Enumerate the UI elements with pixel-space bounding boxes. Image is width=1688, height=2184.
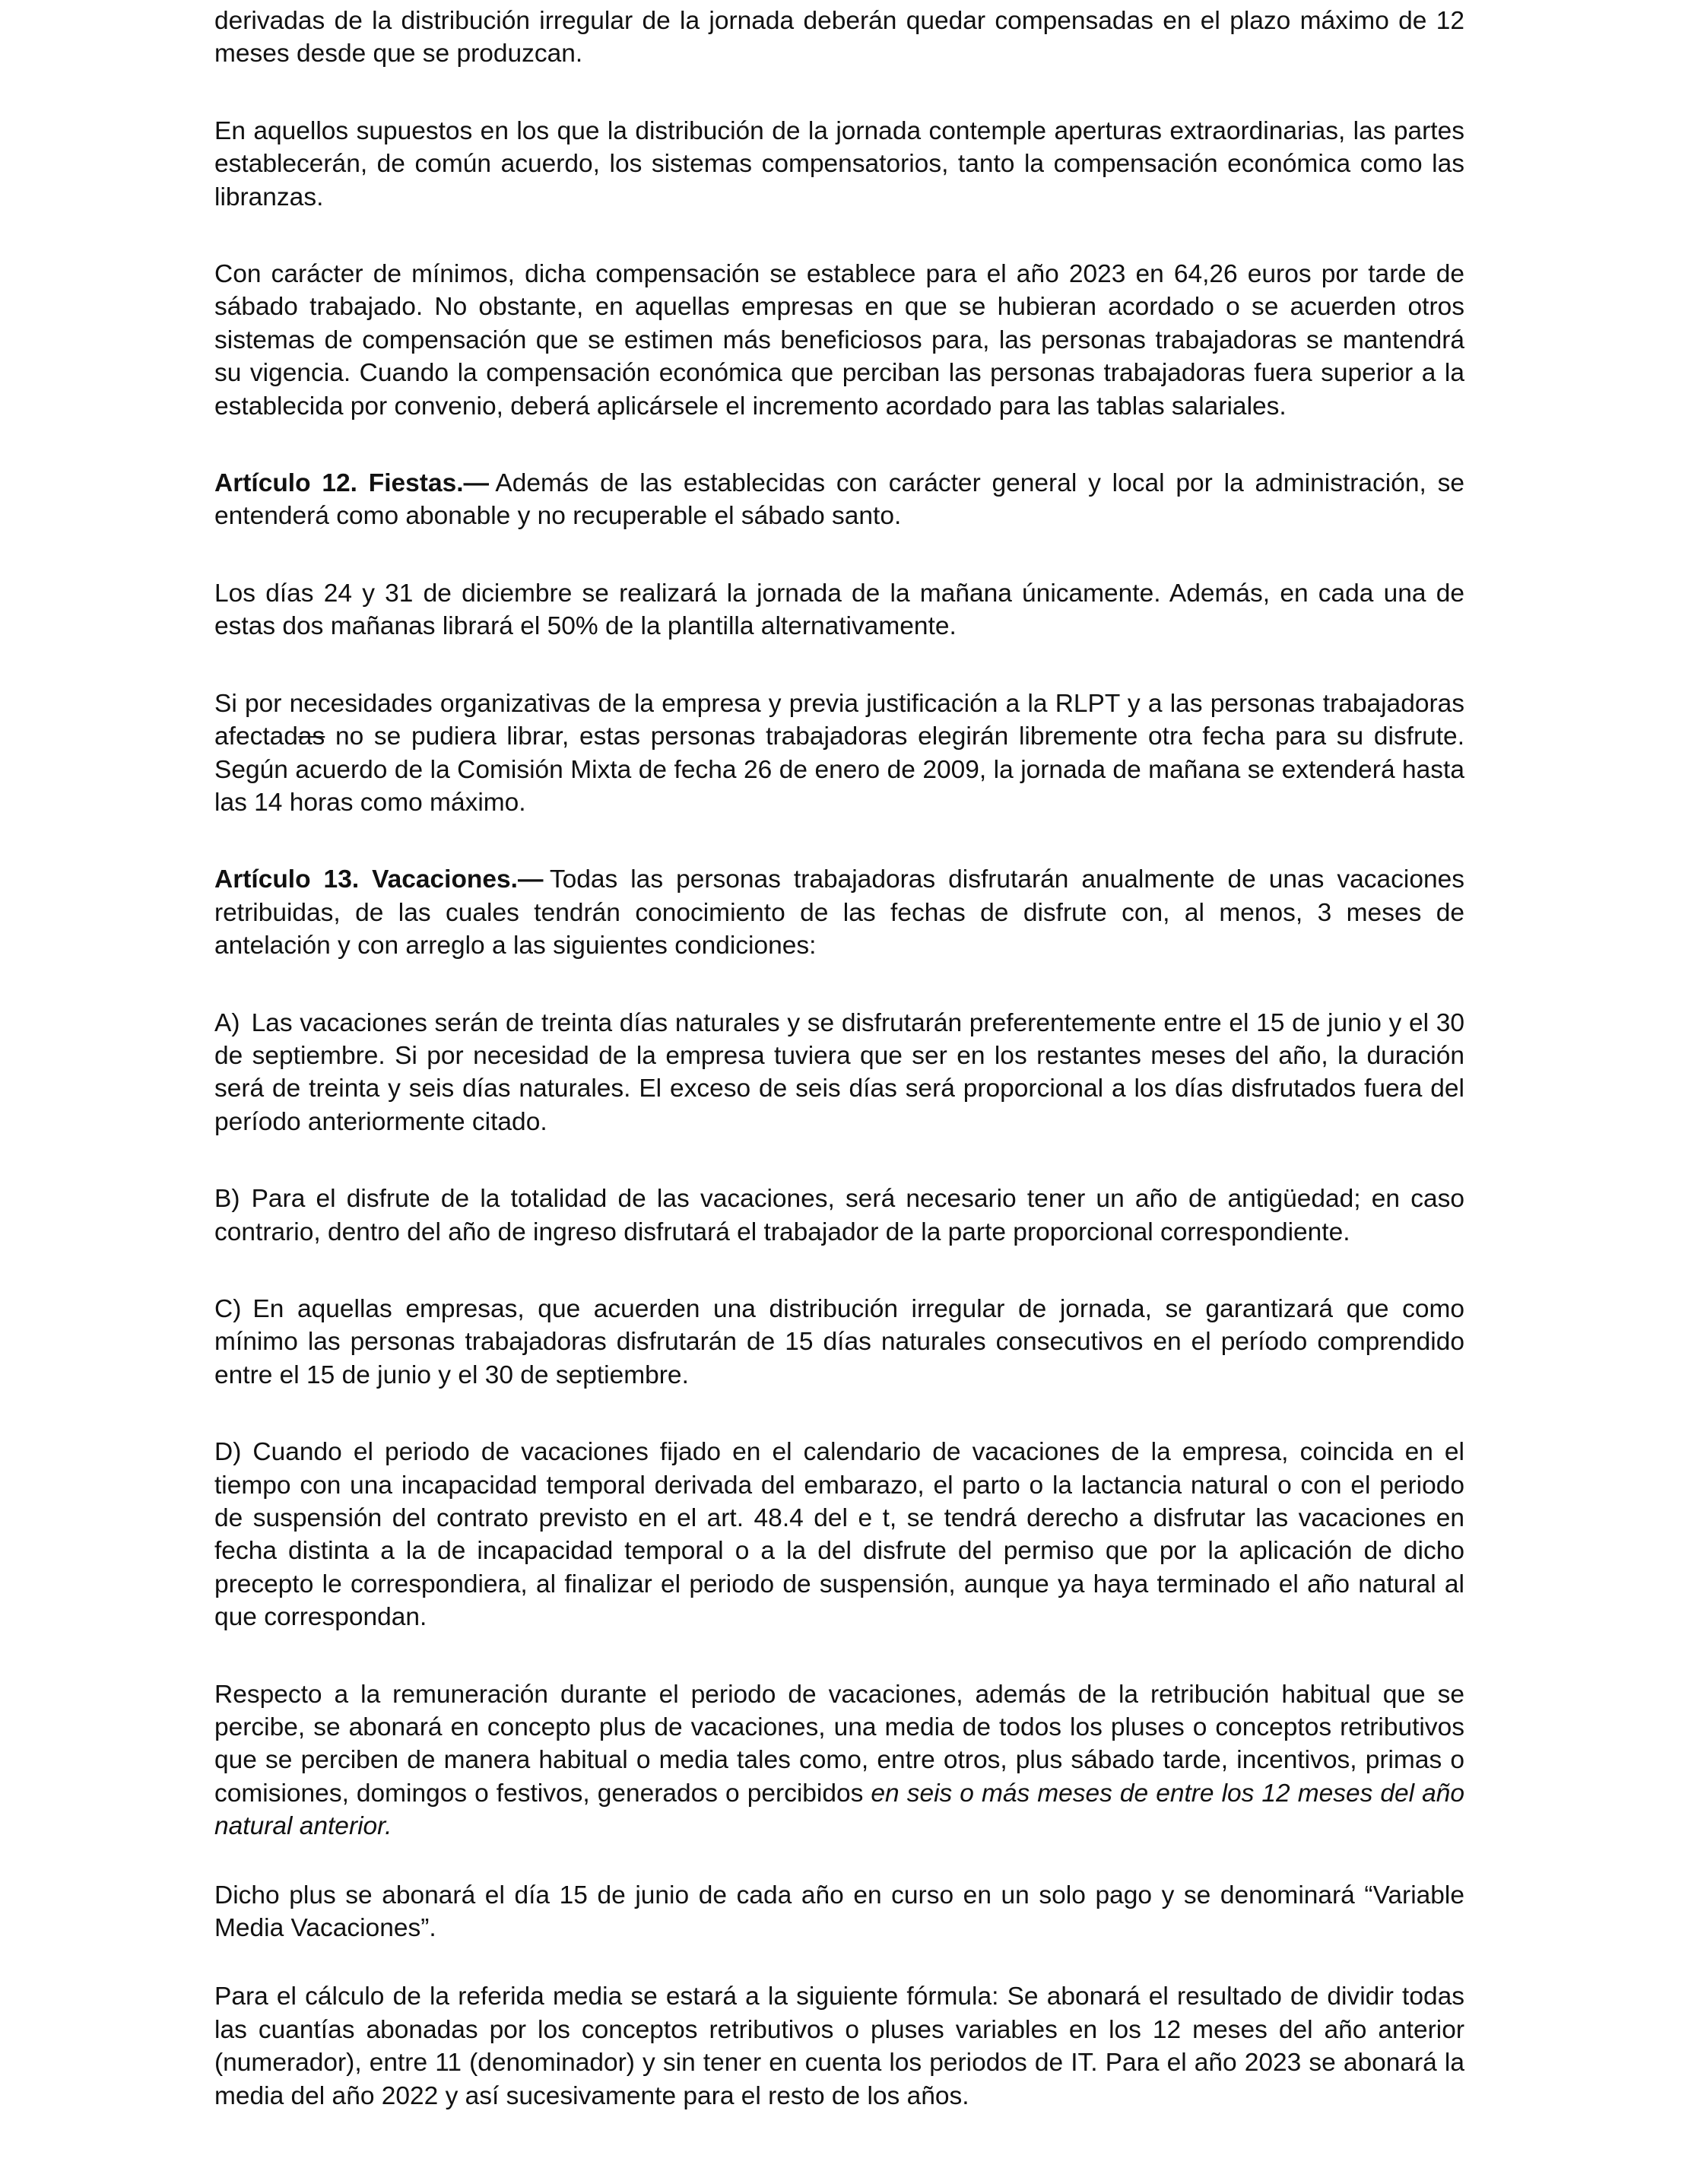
condition-c-text: En aquellas empresas, que acuerden una distribución irregular de jornada, se garantizará que como mínimo las personas trabajadoras disfrutarán de 15 días naturales consecutivos en el período comprendido entre el 15 de junio y el 30 de septiembre. xyxy=(214,1294,1464,1389)
condition-b-label: B) xyxy=(214,1185,240,1214)
remuneration-italic-text: en seis o más meses de entre los 12 meses del año natural anterior. xyxy=(214,1779,1465,1841)
condition-d-text: Cuando el periodo de vacaciones fijado en el calendario de vacaciones de la empresa, coincida en el tiempo con una incapacidad temporal derivada del embarazo, el parto o la lactancia natural o con el periodo de suspensión del contrato previsto en el art. 48.4 del e t, se tendrá derecho a disfrutar las vacaciones en fecha distinta a la de incapacidad temporal o a la del disfrute del permiso que por la aplicación de dicho precepto le correspondiera, al finalizar el periodo de suspensión, aunque ya haya terminado el año natural al que correspondan. xyxy=(214,1438,1464,1632)
article-13-title: Artículo 13. Vacaciones.— xyxy=(214,865,544,894)
organizational-needs-text-a: Si por necesidades organizativas de la empresa y previa justificación a la RLPT y a las personas trabajadoras afectad xyxy=(214,689,1464,751)
condition-a-text: Las vacaciones serán de treinta días naturales y se disfrutarán preferentemente entre el 15 de junio y el 30 de septiembre. Si por necesidad de la empresa tuviera que ser en los restantes meses del año, la duración será de treinta y seis días naturales. El exceso de seis días será proporcional a los días disfrutados fuera del período anteriormente citado. xyxy=(214,1008,1464,1136)
condition-b-text: Para el disfrute de la totalidad de las vacaciones, será necesario tener un año de antigüedad; en caso contrario, dentro del año de ingreso disfrutará el trabajador de la parte proporcional correspondiente. xyxy=(214,1185,1464,1246)
condition-d-label: D) xyxy=(214,1438,242,1467)
paragraph-calculation-formula: Para el cálculo de la referida media se estará a la siguiente fórmula: Se abonará el resultado de dividir todas las cuantías abonadas por los conceptos retributivos o pluses variables en los 12 meses del año anterior (numerador), entre 11 (denominador) y sin tener en cuenta los periodos de IT. Para el año 2023 se abonará la media del año 2022 y así sucesivamente para el resto de los años. xyxy=(214,1982,1464,2110)
article-12-text: Además de las establecidas con carácter general y local por la administración, se entenderá como abonable y no recuperable el sábado santo. xyxy=(214,469,1464,531)
document-page xyxy=(214,5,1464,2157)
article-13-paragraph xyxy=(214,863,1464,962)
condition-c xyxy=(214,1293,1464,1392)
condition-c-label: C) xyxy=(214,1294,242,1323)
remuneration-text: Respecto a la remuneración durante el periodo de vacaciones, además de la retribución habitual que se percibe, se abonará en concepto plus de vacaciones, una media de todos los pluses o conceptos retributivos que se perciben de manera habitual o media tales como, entre otros, plus sábado tarde, incentivos, primas o comisiones, domingos o festivos, generados o percibidos xyxy=(214,1680,1464,1808)
paragraph-extraordinary-openings: En aquellos supuestos en los que la distribución de la jornada contemple aperturas extraordinarias, las partes establecerán, de común acuerdo, los sistemas compensatorios, tanto la compensación económica como las libranzas. xyxy=(214,116,1464,211)
condition-a xyxy=(214,1007,1464,1139)
paragraph-compensation-period: derivadas de la distribución irregular de la jornada deberán quedar compensadas en el plazo máximo de 12 meses desde que se produzcan. xyxy=(214,7,1464,68)
condition-a-label: A) xyxy=(214,1008,240,1037)
condition-b xyxy=(214,1182,1464,1249)
organizational-needs-text-b: no se pudiera librar, estas personas trabajadoras elegirán libremente otra fecha para su disfrute. Según acuerdo de la Comisión Mixta de fecha 26 de enero de 2009, la jornada de mañana se extenderá hasta las 14 horas como máximo. xyxy=(214,722,1464,817)
article-12-title: Artículo 12. Fiestas.— xyxy=(214,469,490,498)
article-13-text: Todas las personas trabajadoras disfrutarán anualmente de unas vacaciones retribuidas, de las cuales tendrán conocimiento de las fechas de disfrute con, al menos, 3 meses de antelación y con arreglo a las siguientes condiciones: xyxy=(214,865,1464,960)
paragraph-organizational-needs xyxy=(214,687,1464,820)
paragraph-december-days: Los días 24 y 31 de diciembre se realizará la jornada de la mañana únicamente. Además, en cada una de estas dos mañanas librará el 50% de la plantilla alternativamente. xyxy=(214,579,1464,641)
condition-d xyxy=(214,1436,1464,1633)
article-12-paragraph xyxy=(214,467,1464,533)
paragraph-minimum-compensation: Con carácter de mínimos, dicha compensación se establece para el año 2023 en 64,26 euros por tarde de sábado trabajado. No obstante, en aquellas empresas en que se hubieran acordado o se acuerden otros sistemas de compensación que se estimen más beneficiosos para, las personas trabajadoras se mantendrá su vigencia. Cuando la compensación económica que perciban las personas trabajadoras fuera superior a la establecida por convenio, deberá aplicársele el incremento acordado para las tablas salariales. xyxy=(214,260,1464,421)
struck-text: as xyxy=(297,722,325,751)
paragraph-plus-payment: Dicho plus se abonará el día 15 de junio de cada año en curso en un solo pago y se denominará “Variable Media Vacaciones”. xyxy=(214,1881,1464,1943)
paragraph-remuneration xyxy=(214,1678,1464,1843)
